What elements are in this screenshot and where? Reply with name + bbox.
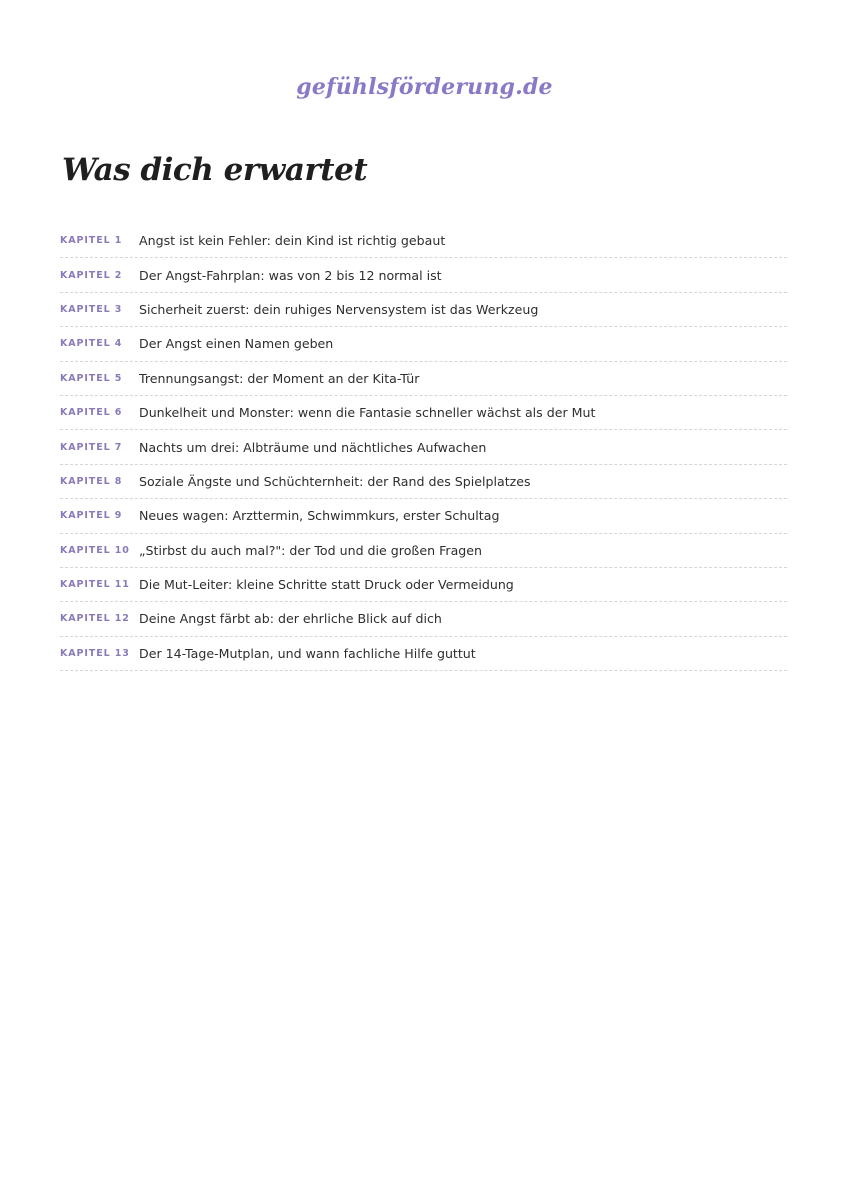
chapter-label: KAPITEL 7 [60, 441, 123, 453]
chapter-title: Der Angst-Fahrplan: was von 2 bis 12 normal ist [139, 267, 442, 283]
toc-row-chapter-12 [60, 602, 787, 636]
chapter-label: KAPITEL 3 [60, 303, 123, 315]
toc-row-chapter-7 [60, 430, 787, 464]
toc-row-chapter-4 [60, 327, 787, 361]
chapter-label: KAPITEL 8 [60, 475, 123, 487]
chapter-title: Soziale Ängste und Schüchternheit: der Rand des Spielplatzes [139, 473, 531, 489]
chapter-title: „Stirbst du auch mal?": der Tod und die großen Fragen [139, 542, 483, 558]
toc-row-chapter-8 [60, 465, 787, 499]
toc-row-chapter-1 [60, 224, 787, 258]
chapter-title: Nachts um drei: Albträume und nächtliches Aufwachen [139, 439, 487, 455]
toc-row-chapter-9 [60, 499, 787, 533]
table-of-contents [60, 224, 787, 671]
chapter-label: KAPITEL 10 [60, 544, 130, 556]
chapter-label: KAPITEL 2 [60, 269, 123, 281]
chapter-label: KAPITEL 9 [60, 510, 123, 522]
chapter-label: KAPITEL 4 [60, 338, 123, 350]
toc-row-chapter-5 [60, 362, 787, 396]
chapter-title: Trennungsangst: der Moment an der Kita-Tür [139, 370, 420, 386]
chapter-title: Dunkelheit und Monster: wenn die Fantasie schneller wächst als der Mut [139, 405, 596, 421]
page-title: Was dich erwartet [62, 152, 368, 188]
toc-row-chapter-13 [60, 637, 787, 671]
chapter-title: Die Mut-Leiter: kleine Schritte statt Druck oder Vermeidung [139, 577, 514, 593]
chapter-title: Deine Angst färbt ab: der ehrliche Blick auf dich [139, 611, 442, 627]
toc-row-chapter-3 [60, 293, 787, 327]
chapter-label: KAPITEL 11 [60, 579, 130, 591]
chapter-label: KAPITEL 13 [60, 647, 130, 659]
chapter-title: Angst ist kein Fehler: dein Kind ist richtig gebaut [139, 233, 446, 249]
chapter-title: Sicherheit zuerst: dein ruhiges Nervensystem ist das Werkzeug [139, 301, 539, 317]
toc-row-chapter-6 [60, 396, 787, 430]
chapter-title: Der Angst einen Namen geben [139, 336, 334, 352]
chapter-title: Neues wagen: Arzttermin, Schwimmkurs, erster Schultag [139, 508, 500, 524]
chapter-label: KAPITEL 1 [60, 235, 123, 247]
chapter-label: KAPITEL 6 [60, 407, 123, 419]
chapter-title: Der 14-Tage-Mutplan, und wann fachliche Hilfe guttut [139, 645, 476, 661]
toc-row-chapter-2 [60, 258, 787, 292]
toc-row-chapter-10 [60, 534, 787, 568]
chapter-label: KAPITEL 5 [60, 372, 123, 384]
brand-logo: gefühlsförderung.de [296, 74, 553, 100]
toc-row-chapter-11 [60, 568, 787, 602]
chapter-label: KAPITEL 12 [60, 613, 130, 625]
